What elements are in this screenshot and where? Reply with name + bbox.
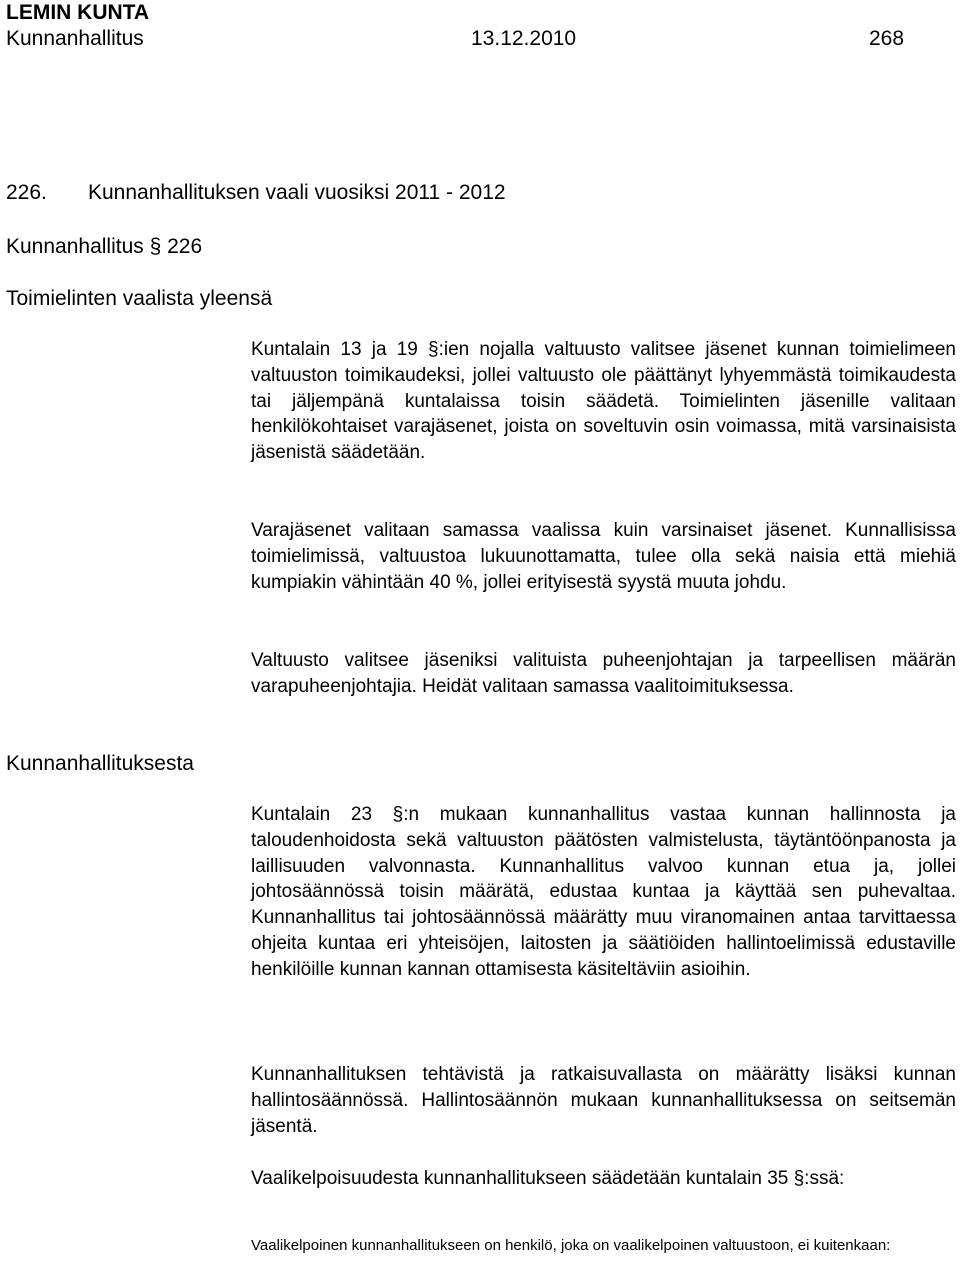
item-subheading: Toimielinten vaalista yleensä: [6, 287, 273, 310]
paragraph-7-text: Vaalikelpoinen kunnanhallitukseen on henkilö, joka on vaalikelpoinen valtuustoon, ei kuitenkaan:: [251, 1237, 891, 1254]
item-reference: Kunnanhallitus § 226: [6, 235, 203, 258]
page-number: 268: [869, 27, 905, 50]
header-body-name: Kunnanhallitus: [6, 27, 144, 50]
paragraph-7: [251, 1235, 956, 1257]
paragraph-6: [251, 1166, 956, 1192]
side-label: Kunnanhallituksesta: [6, 752, 194, 775]
item-title: Kunnanhallituksen vaali vuosiksi 2011 - 2012: [88, 181, 506, 204]
paragraph-4-text: Kuntalain 23 §:n mukaan kunnanhallitus vastaa kunnan hallinnosta ja taloudenhoidosta sekä valtuuston päätösten valmistelusta, täytäntöönpanosta ja laillisuuden valvonnasta. Kunnanhallitus valvoo kunnan etua ja, jollei johtosäännössä toisin määrätä, edustaa kuntaa ja käyttää sen puhevaltaa. Kunnanhallitus tai johtosäännössä määrätty muu viranomainen antaa tarvittaessa ohjeita kuntaa eri yhteisöjen, laitosten ja säätiöiden hallintoelimissä edustaville henkilöille kunnan kannan ottamisesta käsiteltäviin asioihin.: [251, 804, 956, 980]
paragraph-1: [251, 337, 956, 466]
paragraph-3: [251, 648, 956, 700]
paragraph-5-text: Kunnanhallituksen tehtävistä ja ratkaisuvallasta on määrätty lisäksi kunnan hallintosäännössä. Hallintosäännön mukaan kunnanhallituksessa on seitsemän jäsentä.: [251, 1064, 956, 1137]
paragraph-5: [251, 1062, 956, 1139]
item-heading: [6, 180, 506, 206]
organization-name: LEMIN KUNTA: [6, 1, 150, 24]
paragraph-1-text: Kuntalain 13 ja 19 §:ien nojalla valtuusto valitsee jäsenet kunnan toimielimeen valtuuston toimikaudeksi, jollei valtuusto ole päättänyt lyhyemmästä toimikaudesta tai jäljempänä kuntalaissa toisin säädetä. Toimielinten jäsenille valitaan henkilökohtaiset varajäsenet, joista on soveltuvin osin voimassa, mitä varsinaisista jäsenistä säädetään.: [251, 339, 956, 464]
paragraph-2-text: Varajäsenet valitaan samassa vaalissa kuin varsinaiset jäsenet. Kunnallisissa toimielimissä, valtuustoa lukuunottamatta, tulee olla sekä naisia että miehiä kumpiakin vähintään 40 %, jollei erityisestä syystä muuta johdu.: [251, 520, 956, 593]
header-date: 13.12.2010: [471, 27, 577, 50]
paragraph-6-text: Vaalikelpoisuudesta kunnanhallitukseen säädetään kuntalain 35 §:ssä:: [251, 1168, 845, 1189]
paragraph-4: [251, 802, 956, 983]
paragraph-2: [251, 518, 956, 595]
item-number: 226.: [6, 181, 47, 204]
paragraph-3-text: Valtuusto valitsee jäseniksi valituista puheenjohtajan ja tarpeellisen määrän varapuheenjohtajia. Heidät valitaan samassa vaalitoimituksessa.: [251, 650, 956, 697]
